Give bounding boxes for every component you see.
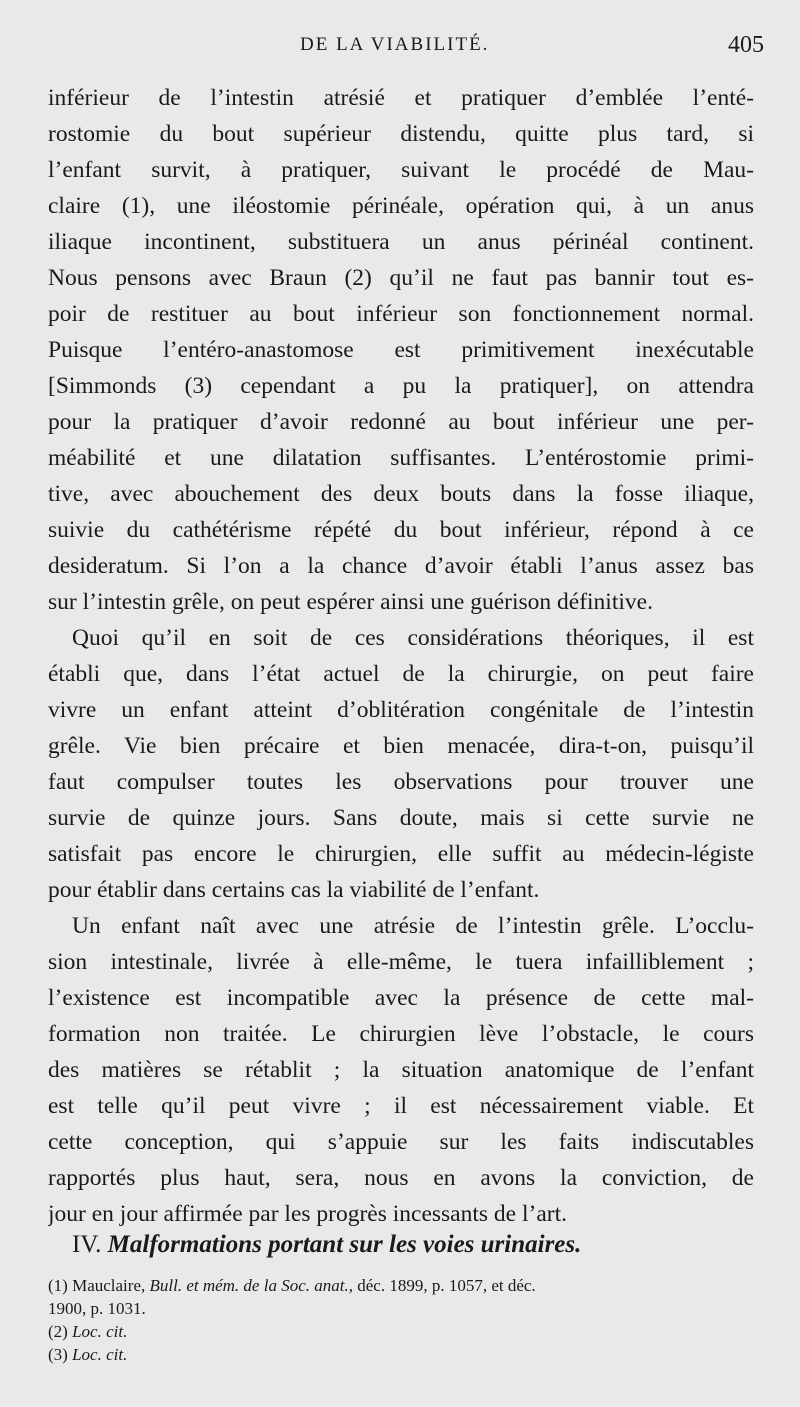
text-line: cette conception, qui s’appuie sur les faits indiscutables [48,1129,754,1155]
footnote [48,1344,754,1366]
footnote [48,1321,754,1343]
section-heading [72,1229,754,1261]
text-line: survie de quinze jours. Sans doute, mais si cette survie ne [48,805,754,831]
text-line: poir de restituer au bout inférieur son fonctionnement normal. [48,301,754,327]
text-line: iliaque incontinent, substituera un anus périnéal continent. [48,229,754,255]
footnote-marker: (1) [48,1276,68,1295]
text-line: inférieur de l’intestin atrésié et pratiquer d’emblée l’enté- [48,85,754,111]
text-line: Un enfant naît avec une atrésie de l’intestin grêle. L’occlu- [72,913,754,939]
footnote-details: déc. 1899, p. 1057, et déc. [357,1276,536,1295]
text-line: formation non traitée. Le chirurgien lève l’obstacle, le cours [48,1021,754,1047]
text-line: sion intestinale, livrée à elle-même, le tuera infailliblement ; [48,949,754,975]
page-number: 405 [728,32,764,58]
running-title: DE LA VIABILITÉ. [300,34,490,55]
text-line: tive, avec abouchement des deux bouts dans la fosse iliaque, [48,481,754,507]
text-line: satisfait pas encore le chirurgien, elle suffit au médecin-légiste [48,841,754,867]
text-line: jour en jour affirmée par les progrès incessants de l’art. [48,1201,567,1227]
text-line: claire (1), une iléostomie périnéale, opération qui, à un anus [48,193,754,219]
text-line: pour la pratiquer d’avoir redonné au bout inférieur une per- [48,409,754,435]
section-number: IV. [72,1231,102,1258]
footnote [48,1275,754,1297]
text-line: Quoi qu’il en soit de ces considérations théoriques, il est [72,625,754,651]
text-line: rostomie du bout supérieur distendu, quitte plus tard, si [48,121,754,147]
text-line: grêle. Vie bien précaire et bien menacée, dira-t-on, puisqu’il [48,733,754,759]
text-line: méabilité et une dilatation suffisantes. L’entérostomie primi- [48,445,754,471]
footnote-source: Bull. et mém. de la Soc. anat., [149,1276,353,1295]
text-line: Nous pensons avec Braun (2) qu’il ne faut pas bannir tout es- [48,265,754,291]
footnote-marker: (2) [48,1322,68,1341]
text-line: [Simmonds (3) cependant a pu la pratiquer], on attendra [48,373,754,399]
section-title: Malformations portant sur les voies urinaires. [107,1231,582,1258]
text-line: rapportés plus haut, sera, nous en avons la conviction, de [48,1165,754,1191]
text-line: pour établir dans certains cas la viabilité de l’enfant. [48,877,540,903]
text-line: sur l’intestin grêle, on peut espérer ainsi une guérison définitive. [48,589,653,615]
footnote-marker: (3) [48,1345,68,1364]
footnote-source: Loc. cit. [72,1345,128,1364]
footnote-details: 1900, p. 1031. [48,1299,146,1318]
text-line: faut compulser toutes les observations pour trouver une [48,769,754,795]
text-line: desideratum. Si l’on a la chance d’avoir établi l’anus assez bas [48,553,754,579]
text-line: l’existence est incompatible avec la présence de cette mal- [48,985,754,1011]
footnote-continuation [48,1298,754,1320]
text-line: des matières se rétablit ; la situation anatomique de l’enfant [48,1057,754,1083]
footnote-author: Mauclaire, [72,1276,146,1295]
footnote-source: Loc. cit. [72,1322,128,1341]
text-line: suivie du cathétérisme répété du bout inférieur, répond à ce [48,517,754,543]
text-line: Puisque l’entéro-anastomose est primitivement inexécutable [48,337,754,363]
text-line: est telle qu’il peut vivre ; il est nécessairement viable. Et [48,1093,754,1119]
text-line: l’enfant survit, à pratiquer, suivant le procédé de Mau- [48,157,754,183]
text-line: vivre un enfant atteint d’oblitération congénitale de l’intestin [48,697,754,723]
text-line: établi que, dans l’état actuel de la chirurgie, on peut faire [48,661,754,687]
